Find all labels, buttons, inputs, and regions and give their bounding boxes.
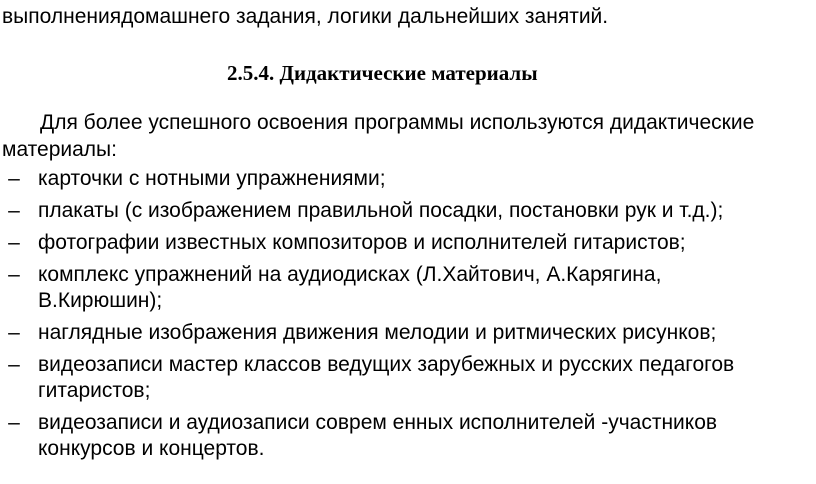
top-text-line: выполнениядомашнего задания, логики дальнейших занятий. — [2, 5, 609, 28]
bullet-dash: – — [8, 263, 20, 286]
bullet-dash: – — [8, 411, 20, 434]
list-item — [0, 262, 734, 314]
bullet-dash: – — [8, 167, 20, 190]
bullet-dash: – — [8, 231, 20, 254]
list-item-text: наглядные изображения движения мелодии и ритмических рисунков; — [38, 321, 717, 344]
list-item-text: комплекс упражнений на аудиодисках (Л.Хайтович, А.Карягина, — [38, 263, 662, 286]
list-item — [0, 320, 734, 346]
list-item — [0, 410, 734, 462]
list-item-text: видеозаписи мастер классов ведущих зарубежных и русских педагогов — [38, 353, 735, 376]
list-item-text: карточки с нотными упражнениями; — [38, 167, 386, 190]
section-heading: 2.5.4. Дидактические материалы — [227, 61, 538, 85]
list-item-text: фотографии известных композиторов и исполнителей гитаристов; — [38, 231, 686, 254]
list-item-text: видеозаписи и аудиозаписи соврем енных исполнителей -участников — [38, 411, 718, 434]
list-item-text: плакаты (с изображением правильной посадки, постановки рук и т.д.); — [38, 199, 724, 222]
list-item-continuation: В.Кирюшин); — [38, 289, 163, 312]
bullet-dash: – — [8, 199, 20, 222]
bullet-dash: – — [8, 353, 20, 376]
bullet-dash: – — [8, 321, 20, 344]
intro-paragraph-line-1: Для более успешного освоения программы используются дидактические — [40, 111, 755, 134]
list-item — [0, 198, 734, 224]
intro-paragraph-line-2: материалы: — [2, 138, 117, 161]
materials-list — [0, 166, 734, 468]
list-item — [0, 352, 734, 404]
list-item-continuation: гитаристов; — [38, 379, 151, 402]
list-item — [0, 230, 734, 256]
list-item-continuation: конкурсов и концертов. — [38, 437, 265, 460]
list-item — [0, 166, 734, 192]
